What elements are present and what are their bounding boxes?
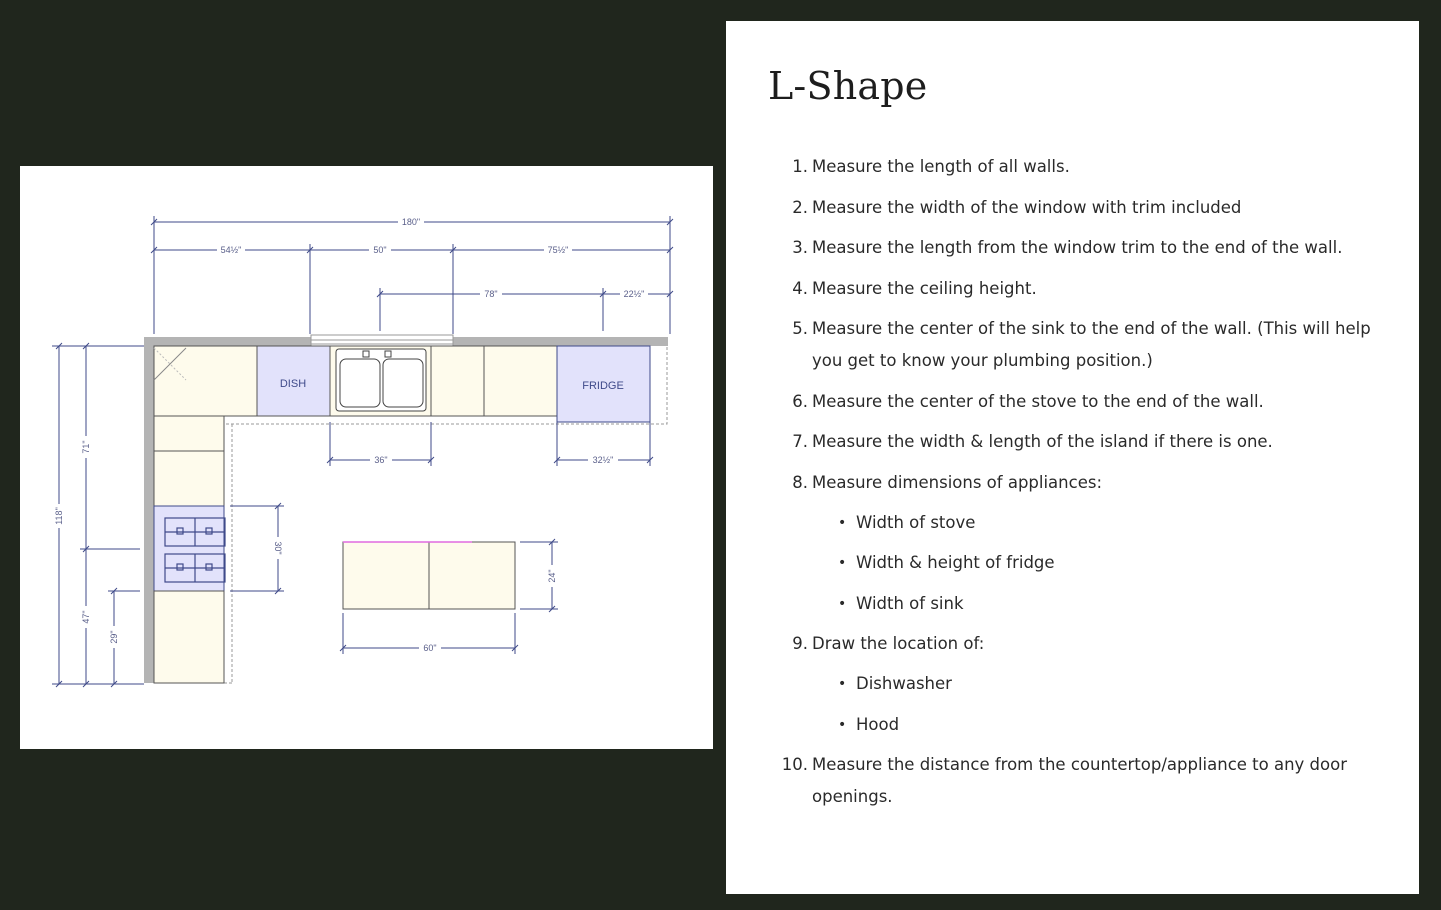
step-item [768, 151, 1377, 183]
location-sublist [812, 668, 1377, 741]
dim-window-to-end: 78" [484, 289, 498, 299]
dim-island-length: 60" [423, 643, 437, 653]
step-number: 4. [792, 278, 808, 298]
step-item [768, 232, 1377, 264]
step-item [768, 313, 1377, 377]
dim-left-total: 118" [54, 507, 64, 525]
step-number: 3. [792, 238, 808, 257]
appliance-sublist [812, 507, 1377, 620]
step-number: 10. [781, 755, 808, 774]
step-text: Measure the length of all walls. [812, 157, 1070, 176]
step-text: Measure dimensions of appliances: [812, 472, 1103, 492]
dim-sink-to-end: 22½" [623, 289, 645, 299]
left-wall [144, 337, 154, 683]
dim-fridge-width: 32½" [592, 455, 614, 465]
step-item [768, 192, 1377, 224]
step-item [768, 386, 1377, 418]
dim-seg3: 75½" [547, 245, 569, 255]
sink [336, 349, 426, 411]
dim-left-bottom: 29" [109, 630, 119, 644]
dim-stove-width: 30" [273, 541, 283, 555]
dim-left-upper: 71" [81, 440, 91, 454]
step-number: 1. [792, 157, 808, 176]
left-counter-run [154, 416, 224, 683]
l-shape-floor-plan [20, 166, 713, 749]
steps-list [768, 151, 1377, 813]
sub-item-text: Hood [856, 714, 900, 734]
step-text: Draw the location of: [812, 634, 985, 653]
step-number: 8. [792, 472, 808, 492]
dim-sink-width: 36" [374, 455, 388, 465]
step-text: Measure the length from the window trim to the end of the wall. [812, 238, 1343, 257]
sub-item: • Width of stove [838, 512, 976, 532]
sub-item-text: Dishwasher [856, 674, 952, 693]
island [343, 542, 515, 609]
sub-item: • Hood [838, 714, 900, 734]
dim-island-width: 24" [547, 569, 557, 583]
step-text: Measure the ceiling height. [812, 278, 1037, 298]
floor-plan-card [20, 166, 713, 749]
step-text: Measure the center of the sink to the end of the wall. (This will help you get to know your plumbing position.) [812, 319, 1371, 370]
dim-overall-top: 180" [401, 217, 421, 227]
step-number: 2. [792, 197, 808, 217]
step-text: Measure the width & length of the island if there is one. [812, 432, 1273, 451]
step-text: Measure the distance from the countertop/appliance to any door openings. [812, 755, 1348, 806]
fridge-label: FRIDGE [582, 380, 624, 392]
sub-item-text: Width of stove [856, 512, 976, 532]
sub-item: • Width of sink [838, 593, 964, 613]
step-number: 6. [792, 391, 808, 411]
sub-item: • Dishwasher [838, 674, 952, 693]
sub-item: • Width & height of fridge [838, 553, 1055, 572]
step-text: Measure the width of the window with trim included [812, 197, 1242, 217]
step-number: 9. [792, 634, 808, 653]
step-number: 7. [792, 432, 808, 451]
step-item [768, 628, 1377, 741]
dim-seg1: 54½" [220, 245, 242, 255]
instructions-card [726, 21, 1419, 894]
step-item [768, 426, 1377, 458]
step-number: 5. [792, 319, 808, 338]
step-item [768, 273, 1377, 305]
sub-item-text: Width & height of fridge [856, 553, 1055, 572]
dim-left-lower: 47" [81, 610, 91, 624]
page-title: L-Shape [768, 64, 928, 108]
dim-seg2: 50" [373, 245, 387, 255]
step-item [768, 467, 1377, 620]
step-text: Measure the center of the stove to the end of the wall. [812, 391, 1264, 411]
dishwasher-label: DISH [279, 378, 307, 390]
sub-item-text: Width of sink [856, 593, 964, 613]
step-item [768, 749, 1377, 813]
